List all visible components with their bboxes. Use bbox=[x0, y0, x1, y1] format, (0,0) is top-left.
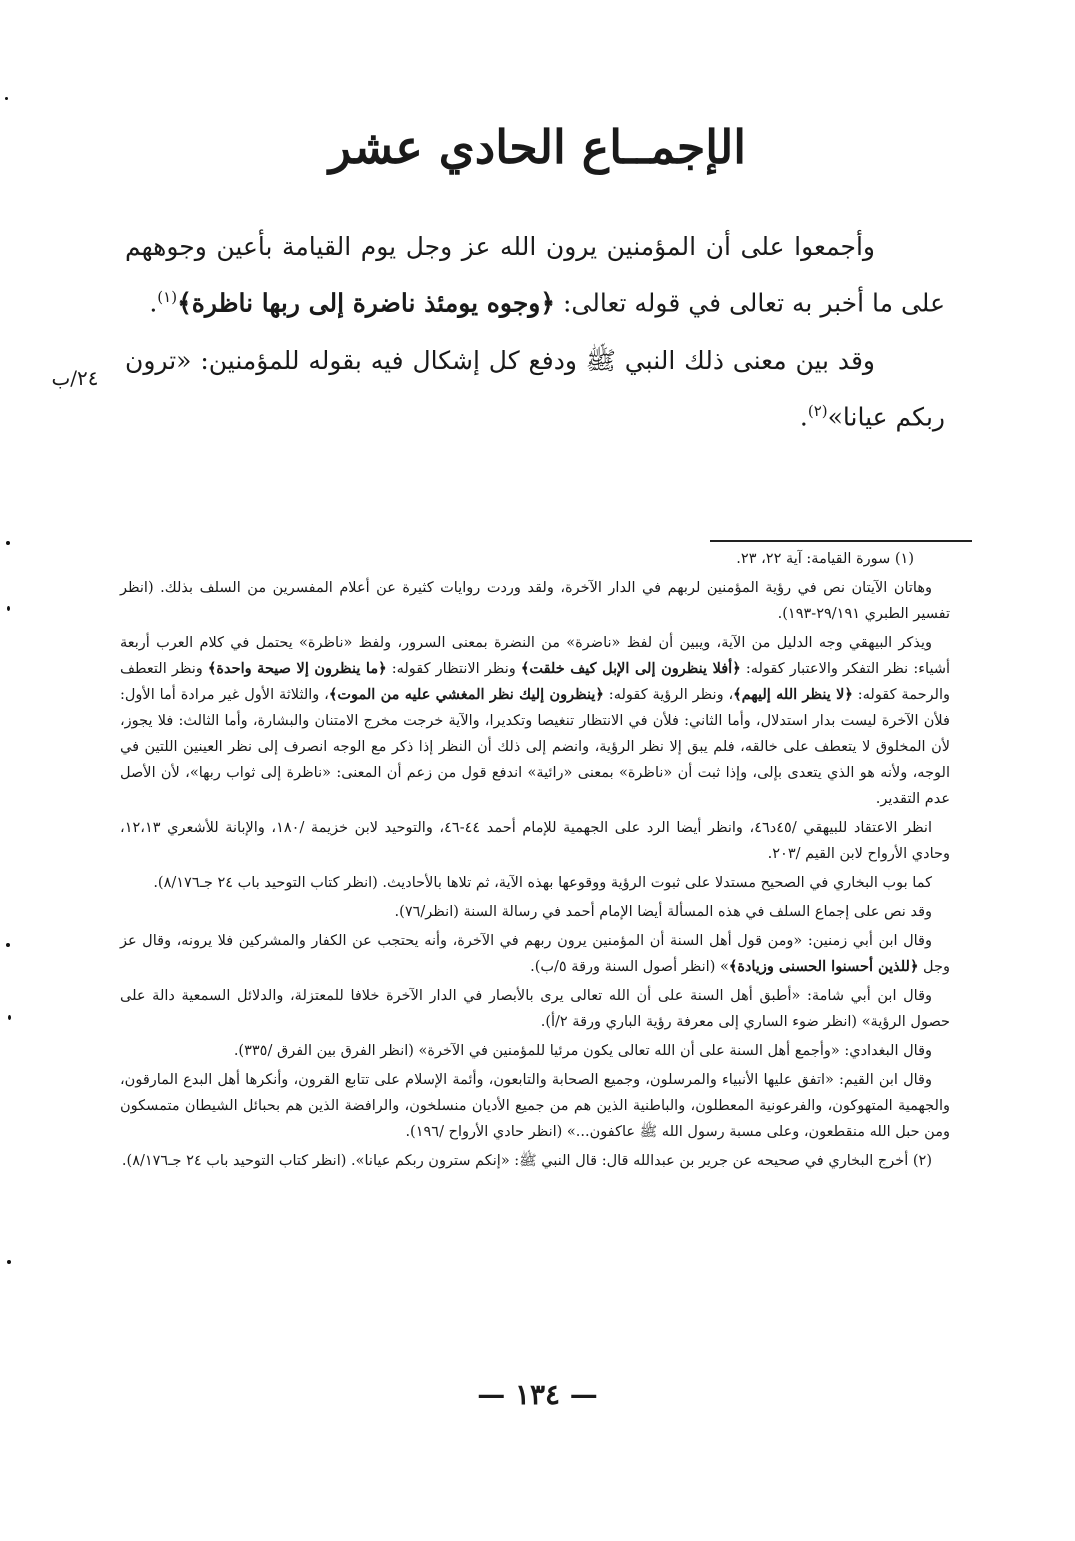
scan-speck bbox=[7, 1260, 11, 1264]
footnote-para: وقال ابن القيم: «اتفق عليها الأنبياء والمرسلون، وجميع الصحابة والتابعون، وأئمة الإسلام على تتابع القرون، وأنكرها أهل البدع المارقون، والجهمية المتهوكون، والفرعونية المعطلون، والباطنية الذين هم من جميع الأديان منسلخون، والرافضة الذين هم بحبائل الشيطان متمسكون ومن حبل الله منقطعون، وعلى مسبة رسول الله ﷺ عاكفون...» (انظر حادي الأرواح /١٩٦). bbox=[120, 1072, 950, 1140]
footnote-para: انظر الاعتقاد للبيهقي /٤٥د٤٦، وانظر أيضا الرد على الجهمية للإمام أحمد ٤٤-٤٦، والتوحيد لابن خزيمة /١٨٠، والإبانة للأشعري ١٢،١٣، وحادي الأرواح لابن القيم /٢٠٣. bbox=[120, 820, 950, 862]
marginal-folio-note: ٢٤/ب bbox=[51, 366, 99, 390]
footnote-divider bbox=[710, 540, 972, 542]
footnote-para: وقد نص على إجماع السلف في هذه المسألة أيضا الإمام أحمد في رسالة السنة (انظر/٧٦). bbox=[394, 904, 932, 920]
footnote-para: وهاتان الآيتان نص في رؤية المؤمنين لربهم في الدار الآخرة، ولقد وردت روايات كثيرة عن أعلام المفسرين من السلف بذلك. (انظر تفسير الطبري ٢٩/١٩١-١٩٣). bbox=[120, 580, 950, 622]
page-number: — ١٣٤ — bbox=[477, 1378, 598, 1411]
quran-verse: ﴿لا ينظر الله إليهم﴾ bbox=[733, 686, 853, 703]
footnote-ref-1[interactable]: (١) bbox=[157, 288, 178, 306]
footnote-para bbox=[120, 928, 950, 980]
scan-speck bbox=[6, 943, 10, 947]
footnote-text: وقال ابن أبي زمنين: «ومن قول أهل السنة أن المؤمنين يرون ربهم في الآخرة، وأنه يحتجب عن الكفار والمشركين فلا يرونه، وقال عز وجل bbox=[120, 933, 950, 975]
footnote-2: (٢) أخرج البخاري في صحيحه عن جرير بن عبدالله قال: قال النبي ﷺ: «إنكم سترون ربكم عيانا». (انظر كتاب التوحيد باب ٢٤ جـ٨/١٧٦). bbox=[121, 1153, 932, 1169]
paragraph-1 bbox=[125, 222, 945, 328]
footnote-ref-2[interactable]: (٢) bbox=[807, 402, 828, 421]
quran-verse: ﴿ما ينظرون إلا صيحة واحدة﴾ bbox=[207, 660, 387, 677]
quran-verse: ﴿ينظرون إليك نظر المغشي عليه من الموت﴾ bbox=[328, 686, 604, 703]
footnote-para bbox=[120, 630, 950, 812]
scan-speck bbox=[8, 1015, 11, 1020]
footnote-text: ، ونظر الرؤية كقوله: bbox=[603, 687, 734, 703]
quran-verse: ﴿للذين أحسنوا الحسنى وزيادة﴾ bbox=[728, 958, 919, 975]
chapter-heading: الإجمــاع الحادي عشر bbox=[328, 120, 747, 174]
footnote-para: وقال البغدادي: «وأجمع أهل السنة على أن الله تعالى يكون مرئيا للمؤمنين في الآخرة» (انظر الفرق بين الفرق /٣٣٥). bbox=[233, 1043, 932, 1059]
footnote-text: » (انظر أصول السنة ورقة ٥/ب). bbox=[530, 959, 729, 975]
footnote-text: ويذكر البيهقي وجه الدليل من الآية، ويبين أن لفظ «ناضرة» من النضرة بمعنى السرور، ولفظ «ناظرة» يحتمل في كلام العرب أربعة أشياء: نظر التفكر والاعتبار كقوله: bbox=[120, 635, 951, 677]
paragraph-1-text: وأجمعوا على أن المؤمنين يرون الله عز وجل يوم القيامة بأعين وجوههم على ما أخبر به تعالى في قوله تعالى: bbox=[125, 232, 945, 318]
paragraph-2-text: وقد بين معنى ذلك النبي ﷺ ودفع كل إشكال فيه بقوله للمؤمنين: «ترون ربكم عيانا» bbox=[125, 346, 945, 432]
scan-speck bbox=[6, 541, 10, 545]
footnote-1: (١) سورة القيامة: آية ٢٢، ٢٣. bbox=[736, 551, 914, 567]
footnote-text: ونظر الانتظار كقوله: bbox=[386, 661, 521, 677]
footnotes bbox=[120, 546, 950, 1177]
quran-verse: ﴿أفلا ينظرون إلى الإبل كيف خلقت﴾ bbox=[520, 660, 741, 677]
paragraph-2 bbox=[125, 336, 945, 442]
scan-speck bbox=[5, 97, 8, 100]
footnote-para: كما بوب البخاري في الصحيح مستدلا على ثبوت الرؤية ووقوعها بهذه الآية، ثم تلاها بالأحاديث. (انظر كتاب التوحيد باب ٢٤ جـ٨/١٧٦). bbox=[153, 875, 932, 891]
footnote-text: ، والثلاثة الأول غير مرادة أما الأول: فلأن الآخرة ليست بدار استدلال، وأما الثاني: فلأن في الانتظار تنغيصا وتكديرا، والآية خرجت مخرج الامتنان والبشارة، وأما الثالث: فلا يجوز، لأن المخلوق لا يتعطف على خالقه، فلم يبق إلا نظر الرؤية، وانضم إلى ذلك أن النظر إذا ذكر مع الوجه انصرف إلى نظر العينين اللتين في الوجه، ولأنه هو الذي يتعدى بإلى، وإذا ثبت أن «ناظرة» بمعنى «رائية» اندفع قول من زعم أن المعنى: «ناظرة إلى ثواب ربها»، لأن الأصل عدم التقدير. bbox=[120, 687, 950, 807]
footnote-para: وقال ابن أبي شامة: «أطبق أهل السنة على أن الله تعالى يرى بالأبصار في الدار الآخرة خلافا للمعتزلة، والدلائل السمعية دالة على حصول الرؤية» (انظر ضوء الساري إلى معرفة رؤية الباري ورقة ٢/أ). bbox=[120, 988, 950, 1030]
main-text bbox=[125, 222, 945, 451]
quran-verse: ﴿وجوه يومئذ ناضرة إلى ربها ناظرة﴾ bbox=[177, 288, 555, 318]
paragraph-2-end: . bbox=[799, 402, 808, 432]
footnote-text: ونظر التعطف والرحمة كقوله: bbox=[120, 661, 951, 703]
paragraph-1-end: . bbox=[149, 288, 158, 318]
scan-speck bbox=[7, 606, 10, 611]
